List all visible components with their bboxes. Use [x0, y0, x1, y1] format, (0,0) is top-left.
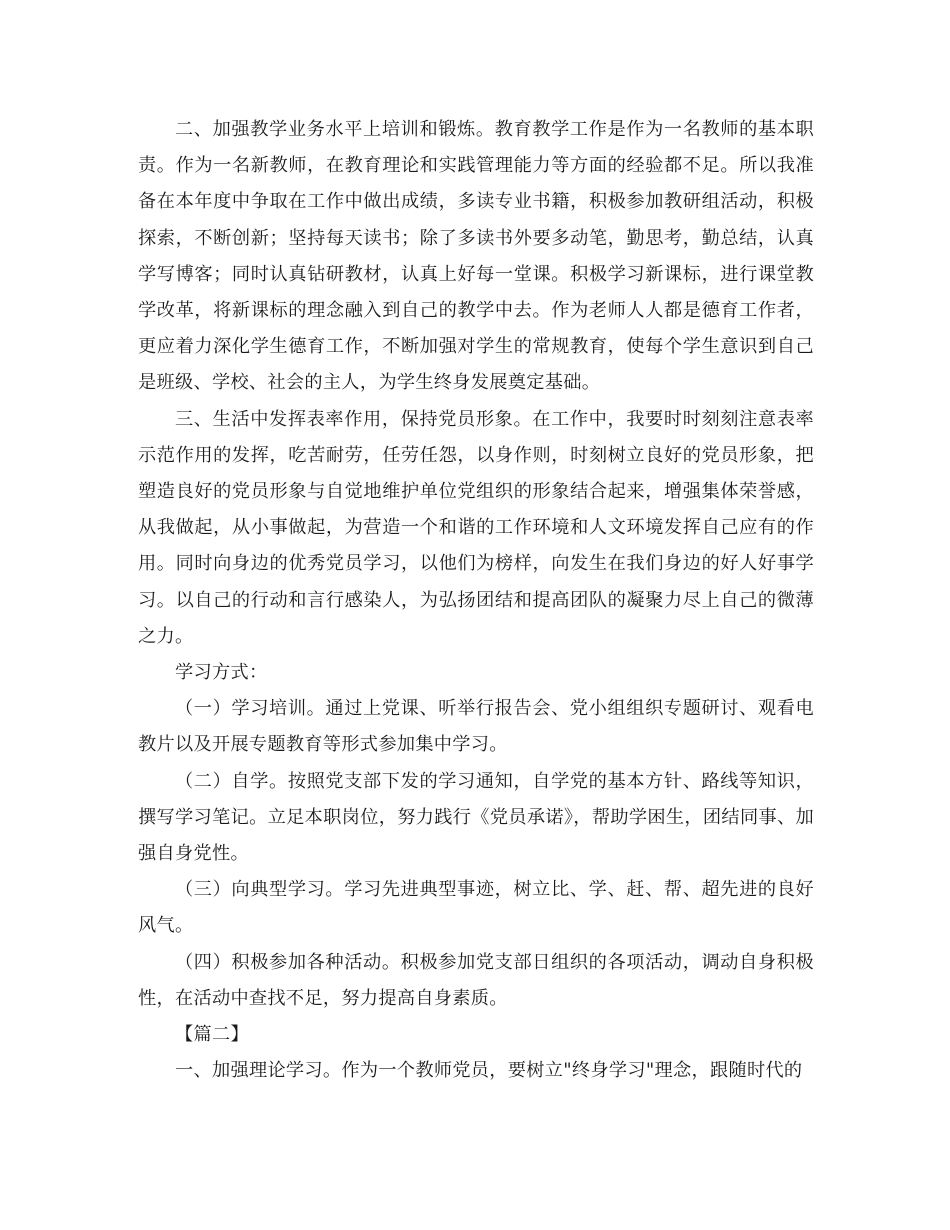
- paragraph-study-methods-heading: 学习方式：: [175, 662, 268, 684]
- paragraph-theory-study: 一、加强理论学习。作为一个教师党员，要树立"终身学习"理念，跟随时代的: [175, 1060, 803, 1082]
- paragraph-method-4: （四）积极参加各种活动。积极参加党支部日组织的各项活动，调动自身积极性，在活动中查找不足，努力提高自身素质。: [138, 951, 814, 1009]
- paragraph-method-1: （一）学习培训。通过上党课、听举行报告会、党小组组织专题研讨、观看电教片以及开展专题教育等形式参加集中学习。: [138, 698, 814, 756]
- paragraph-party-image: 三、生活中发挥表率作用，保持党员形象。在工作中，我要时时刻刻注意表率示范作用的发挥，吃苦耐劳，任劳任怨，以身作则，时刻树立良好的党员形象，把塑造良好的党员形象与自觉地维护单位党组织的形象结合起来，增强集体荣誉感，从我做起，从小事做起，为营造一个和谐的工作环境和人文环境发挥自己应有的作用。同时向身边的优秀党员学习，以他们为榜样，向发生在我们身边的好人好事学习。以自己的行动和言行感染人，为弘扬团结和提高团队的凝聚力尽上自己的微薄之力。: [138, 408, 814, 647]
- document-body: [138, 112, 814, 1089]
- paragraph-teaching-training: 二、加强教学业务水平上培训和锻炼。教育教学工作是作为一名教师的基本职责。作为一名新教师，在教育理论和实践管理能力等方面的经验都不足。所以我准备在本年度中争取在工作中做出成绩，多读专业书籍，积极参加教研组活动，积极探索，不断创新；坚持每天读书；除了多读书外要多动笔，勤思考，勤总结，认真学写博客；同时认真钻研教材，认真上好每一堂课。积极学习新课标，进行课堂教学改革，将新课标的理念融入到自己的教学中去。作为老师人人都是德育工作者，更应着力深化学生德育工作，不断加强对学生的常规教育，使每个学生意识到自己是班级、学校、社会的主人，为学生终身发展奠定基础。: [138, 119, 814, 394]
- paragraph-method-3: （三）向典型学习。学习先进典型事迹，树立比、学、赶、帮、超先进的良好风气。: [138, 879, 814, 937]
- section-title-part-two: 【篇二】: [175, 1024, 249, 1046]
- paragraph-method-2: （二）自学。按照党支部下发的学习通知，自学党的基本方针、路线等知识，撰写学习笔记。立足本职岗位，努力践行《党员承诺》，帮助学困生，团结同事、加强自身党性。: [138, 770, 814, 865]
